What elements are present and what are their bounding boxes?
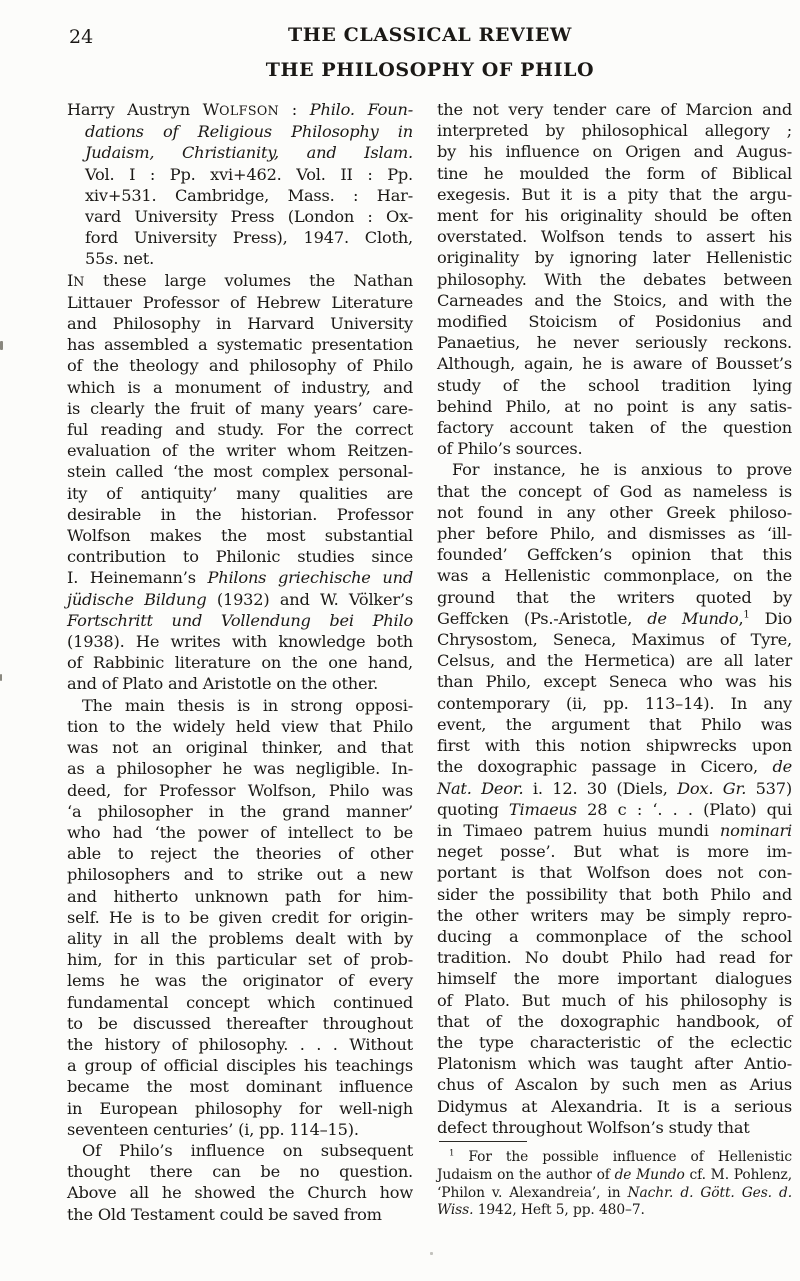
text-line: ‘Philon v. Alexandreia’, in Nachr. d. Gött. Ges. d.	[437, 1184, 792, 1201]
text-line: the history of philosophy. . . . Without	[67, 1034, 413, 1054]
text-line: modified Stoicism of Posidonius and	[437, 312, 792, 332]
text-line: was not an original thinker, and that	[67, 738, 413, 758]
paragraph	[67, 1140, 413, 1225]
text-line: deed, for Professor Wolfson, Philo was	[67, 780, 413, 800]
text-line: not found in any other Greek philoso-	[437, 502, 792, 522]
text-line: ground that the writers quoted by	[437, 587, 792, 607]
text-line: For instance, he is anxious to prove	[452, 460, 792, 480]
text-line: that the concept of God as nameless is	[437, 481, 792, 501]
text-line: and of Plato and Aristotle on the other.	[67, 674, 379, 694]
text-line: overstated. Wolfson tends to assert his	[437, 227, 792, 247]
text-line: fundamental concept which continued	[67, 992, 413, 1012]
paragraph	[67, 270, 413, 695]
footnote-area	[437, 1141, 792, 1220]
text-line: him, for in this particular set of prob-	[67, 950, 413, 970]
text-line: was a Hellenistic commonplace, on the	[437, 566, 792, 586]
running-head: THE CLASSICAL REVIEW	[288, 24, 572, 46]
text-line: 55s. net.	[85, 249, 155, 269]
page-number: 24	[69, 26, 94, 48]
text-line: event, the argument that Philo was	[437, 714, 792, 734]
text-line: has assembled a systematic presentation	[67, 335, 413, 355]
text-line: Geffcken (Ps.-Aristotle, de Mundo,$^1$ Dio	[437, 608, 792, 628]
text-line: the type characteristic of the eclectic	[437, 1032, 792, 1052]
text-line: ful reading and study. For the correct	[67, 420, 413, 440]
scan-speck	[0, 674, 2, 681]
paragraph	[437, 99, 792, 459]
text-line: is clearly the fruit of many years’ care-	[67, 398, 413, 418]
paragraph	[437, 459, 792, 1138]
text-line: Chrysostom, Seneca, Maximus of Tyre,	[437, 630, 792, 650]
text-line: ality in all the problems dealt with by	[67, 928, 413, 948]
text-line: ford University Press), 1947. Cloth,	[85, 228, 413, 248]
text-line: Wiss. 1942, Heft 5, pp. 480–7.	[437, 1202, 645, 1219]
text-line: sider the possibility that both Philo and	[437, 884, 792, 904]
citation	[67, 99, 413, 270]
text-line: to be discussed thereafter throughout	[67, 1013, 413, 1033]
footnote	[437, 1149, 792, 1220]
text-line: of the theology and philosophy of Philo	[67, 356, 413, 376]
text-line: seventeen centuries’ (i, pp. 114–15).	[67, 1119, 359, 1139]
text-line: became the most dominant influence	[67, 1077, 413, 1097]
page-header	[67, 24, 793, 50]
text-line: Wolfson makes the most substantial	[67, 526, 413, 546]
text-line: Judaism on the author of de Mundo cf. M. Pohlenz,	[437, 1166, 792, 1183]
text-line: Judaism, Christianity, and Islam.	[85, 143, 413, 163]
text-line: in Timaeo patrem huius mundi nominari	[437, 820, 792, 840]
scan-speck	[430, 1252, 433, 1255]
text-line: which is a monument of industry, and	[67, 377, 413, 397]
text-line: than Philo, except Seneca who was his	[437, 672, 792, 692]
text-line: in European philosophy for well-nigh	[67, 1098, 413, 1118]
text-line: factory account taken of the question	[437, 418, 792, 438]
text-line: Panaetius, he never seriously reckons.	[437, 333, 792, 353]
text-line: the other writers may be simply repro-	[437, 905, 792, 925]
text-line: Nat. Deor. i. 12. 30 (Diels, Dox. Gr. 537)	[437, 778, 792, 798]
text-line: neget posse’. But what is more im-	[437, 842, 792, 862]
text-line: and Philosophy in Harvard University	[67, 314, 413, 334]
text-line: himself the more important dialogues	[437, 969, 792, 989]
text-line: behind Philo, at no point is any satis-	[437, 396, 792, 416]
text-line: ment for his originality should be often	[437, 206, 792, 226]
scan-speck	[0, 341, 3, 350]
text-line: self. He is to be given credit for origin-	[67, 907, 413, 927]
text-line: defect throughout Wolfson’s study that	[437, 1117, 750, 1137]
text-line: $^1$ For the possible influence of Hellenistic	[449, 1148, 792, 1165]
text-line: vard University Press (London : Ox-	[85, 207, 413, 227]
text-line: founded’ Geffcken’s opinion that this	[437, 545, 792, 565]
text-line: I. Heinemann’s Philons griechische und	[67, 568, 413, 588]
text-line: exegesis. But it is a pity that the argu-	[437, 184, 792, 204]
text-line: of Plato. But much of his philosophy is	[437, 990, 792, 1010]
text-line: IN these large volumes the Nathan	[67, 270, 413, 290]
text-line: lems he was the originator of every	[67, 971, 413, 991]
text-line: of Rabbinic literature on the one hand,	[67, 653, 413, 673]
text-line: portant is that Wolfson does not con-	[437, 863, 792, 883]
text-line: chus of Ascalon by such men as Arius	[437, 1075, 792, 1095]
footnote-rule	[439, 1141, 527, 1142]
text-line: that of the doxographic handbook, of	[437, 1011, 792, 1031]
paragraph	[67, 695, 413, 1140]
text-line: originality by ignoring later Hellenistic	[437, 248, 792, 268]
text-line: evaluation of the writer whom Reitzen-	[67, 441, 413, 461]
text-line: of Philo’s sources.	[437, 439, 583, 459]
text-line: ity of antiquity’ many qualities are	[67, 483, 413, 503]
right-column	[437, 99, 792, 1220]
text-line: tine he moulded the form of Biblical	[437, 163, 792, 183]
text-line: interpreted by philosophical allegory ;	[437, 121, 792, 141]
text-line: and hitherto unknown path for him-	[67, 886, 413, 906]
text-line: The main thesis is in strong opposi-	[82, 695, 413, 715]
text-line: Harry Austryn WOLFSON : Philo. Foun-	[67, 100, 413, 119]
text-line: contemporary (ii, pp. 113–14). In any	[437, 693, 792, 713]
text-line: Of Philo’s influence on subsequent	[82, 1140, 413, 1160]
text-line: contribution to Philonic studies since	[67, 547, 413, 567]
text-line: Littauer Professor of Hebrew Literature	[67, 292, 413, 312]
text-line: Didymus at Alexandria. It is a serious	[437, 1096, 792, 1116]
text-line: the not very tender care of Marcion and	[437, 100, 792, 119]
text-line: Celsus, and the Hermetica) are all later	[437, 651, 792, 671]
text-line: as a philosopher he was negligible. In-	[67, 759, 413, 779]
left-column	[67, 99, 413, 1225]
text-line: Vol. I : Pp. xvi+462. Vol. II : Pp.	[85, 164, 413, 184]
text-line: Although, again, he is aware of Bousset’s	[437, 354, 792, 374]
text-line: stein called ‘the most complex personal-	[67, 462, 413, 482]
text-line: Carneades and the Stoics, and with the	[437, 290, 792, 310]
text-line: study of the school tradition lying	[437, 375, 792, 395]
article-title: THE PHILOSOPHY OF PHILO	[265, 59, 595, 81]
text-line: jüdische Bildung (1932) and W. Völker’s	[67, 589, 413, 609]
text-line: who had ‘the power of intellect to be	[67, 822, 413, 842]
text-line: (1938). He writes with knowledge both	[67, 632, 413, 652]
text-line: Platonism which was taught after Antio-	[437, 1054, 792, 1074]
text-line: desirable in the historian. Professor	[67, 504, 413, 524]
text-line: philosophy. With the debates between	[437, 269, 792, 289]
text-line: thought there can be no question.	[67, 1162, 413, 1182]
text-line: by his influence on Origen and Augus-	[437, 142, 792, 162]
text-line: ‘a philosopher in the grand manner’	[67, 801, 413, 821]
text-line: tion to the widely held view that Philo	[67, 716, 413, 736]
text-line: a group of official disciples his teachings	[67, 1056, 413, 1076]
text-line: Above all he showed the Church how	[67, 1183, 413, 1203]
text-line: the Old Testament could be saved from	[67, 1204, 382, 1224]
text-line: Fortschritt und Vollendung bei Philo	[67, 610, 413, 630]
text-line: the doxographic passage in Cicero, de	[437, 757, 792, 777]
text-line: dations of Religious Philosophy in	[85, 122, 413, 142]
text-line: philosophers and to strike out a new	[67, 865, 413, 885]
text-line: quoting Timaeus 28 c : ‘. . . (Plato) qui	[437, 799, 792, 819]
text-line: first with this notion shipwrecks upon	[437, 736, 792, 756]
text-line: pher before Philo, and dismisses as ‘ill-	[437, 524, 792, 544]
text-line: xiv+531. Cambridge, Mass. : Har-	[85, 185, 413, 205]
text-line: tradition. No doubt Philo had read for	[437, 948, 792, 968]
text-line: ducing a commonplace of the school	[437, 926, 792, 946]
text-line: able to reject the theories of other	[67, 844, 413, 864]
